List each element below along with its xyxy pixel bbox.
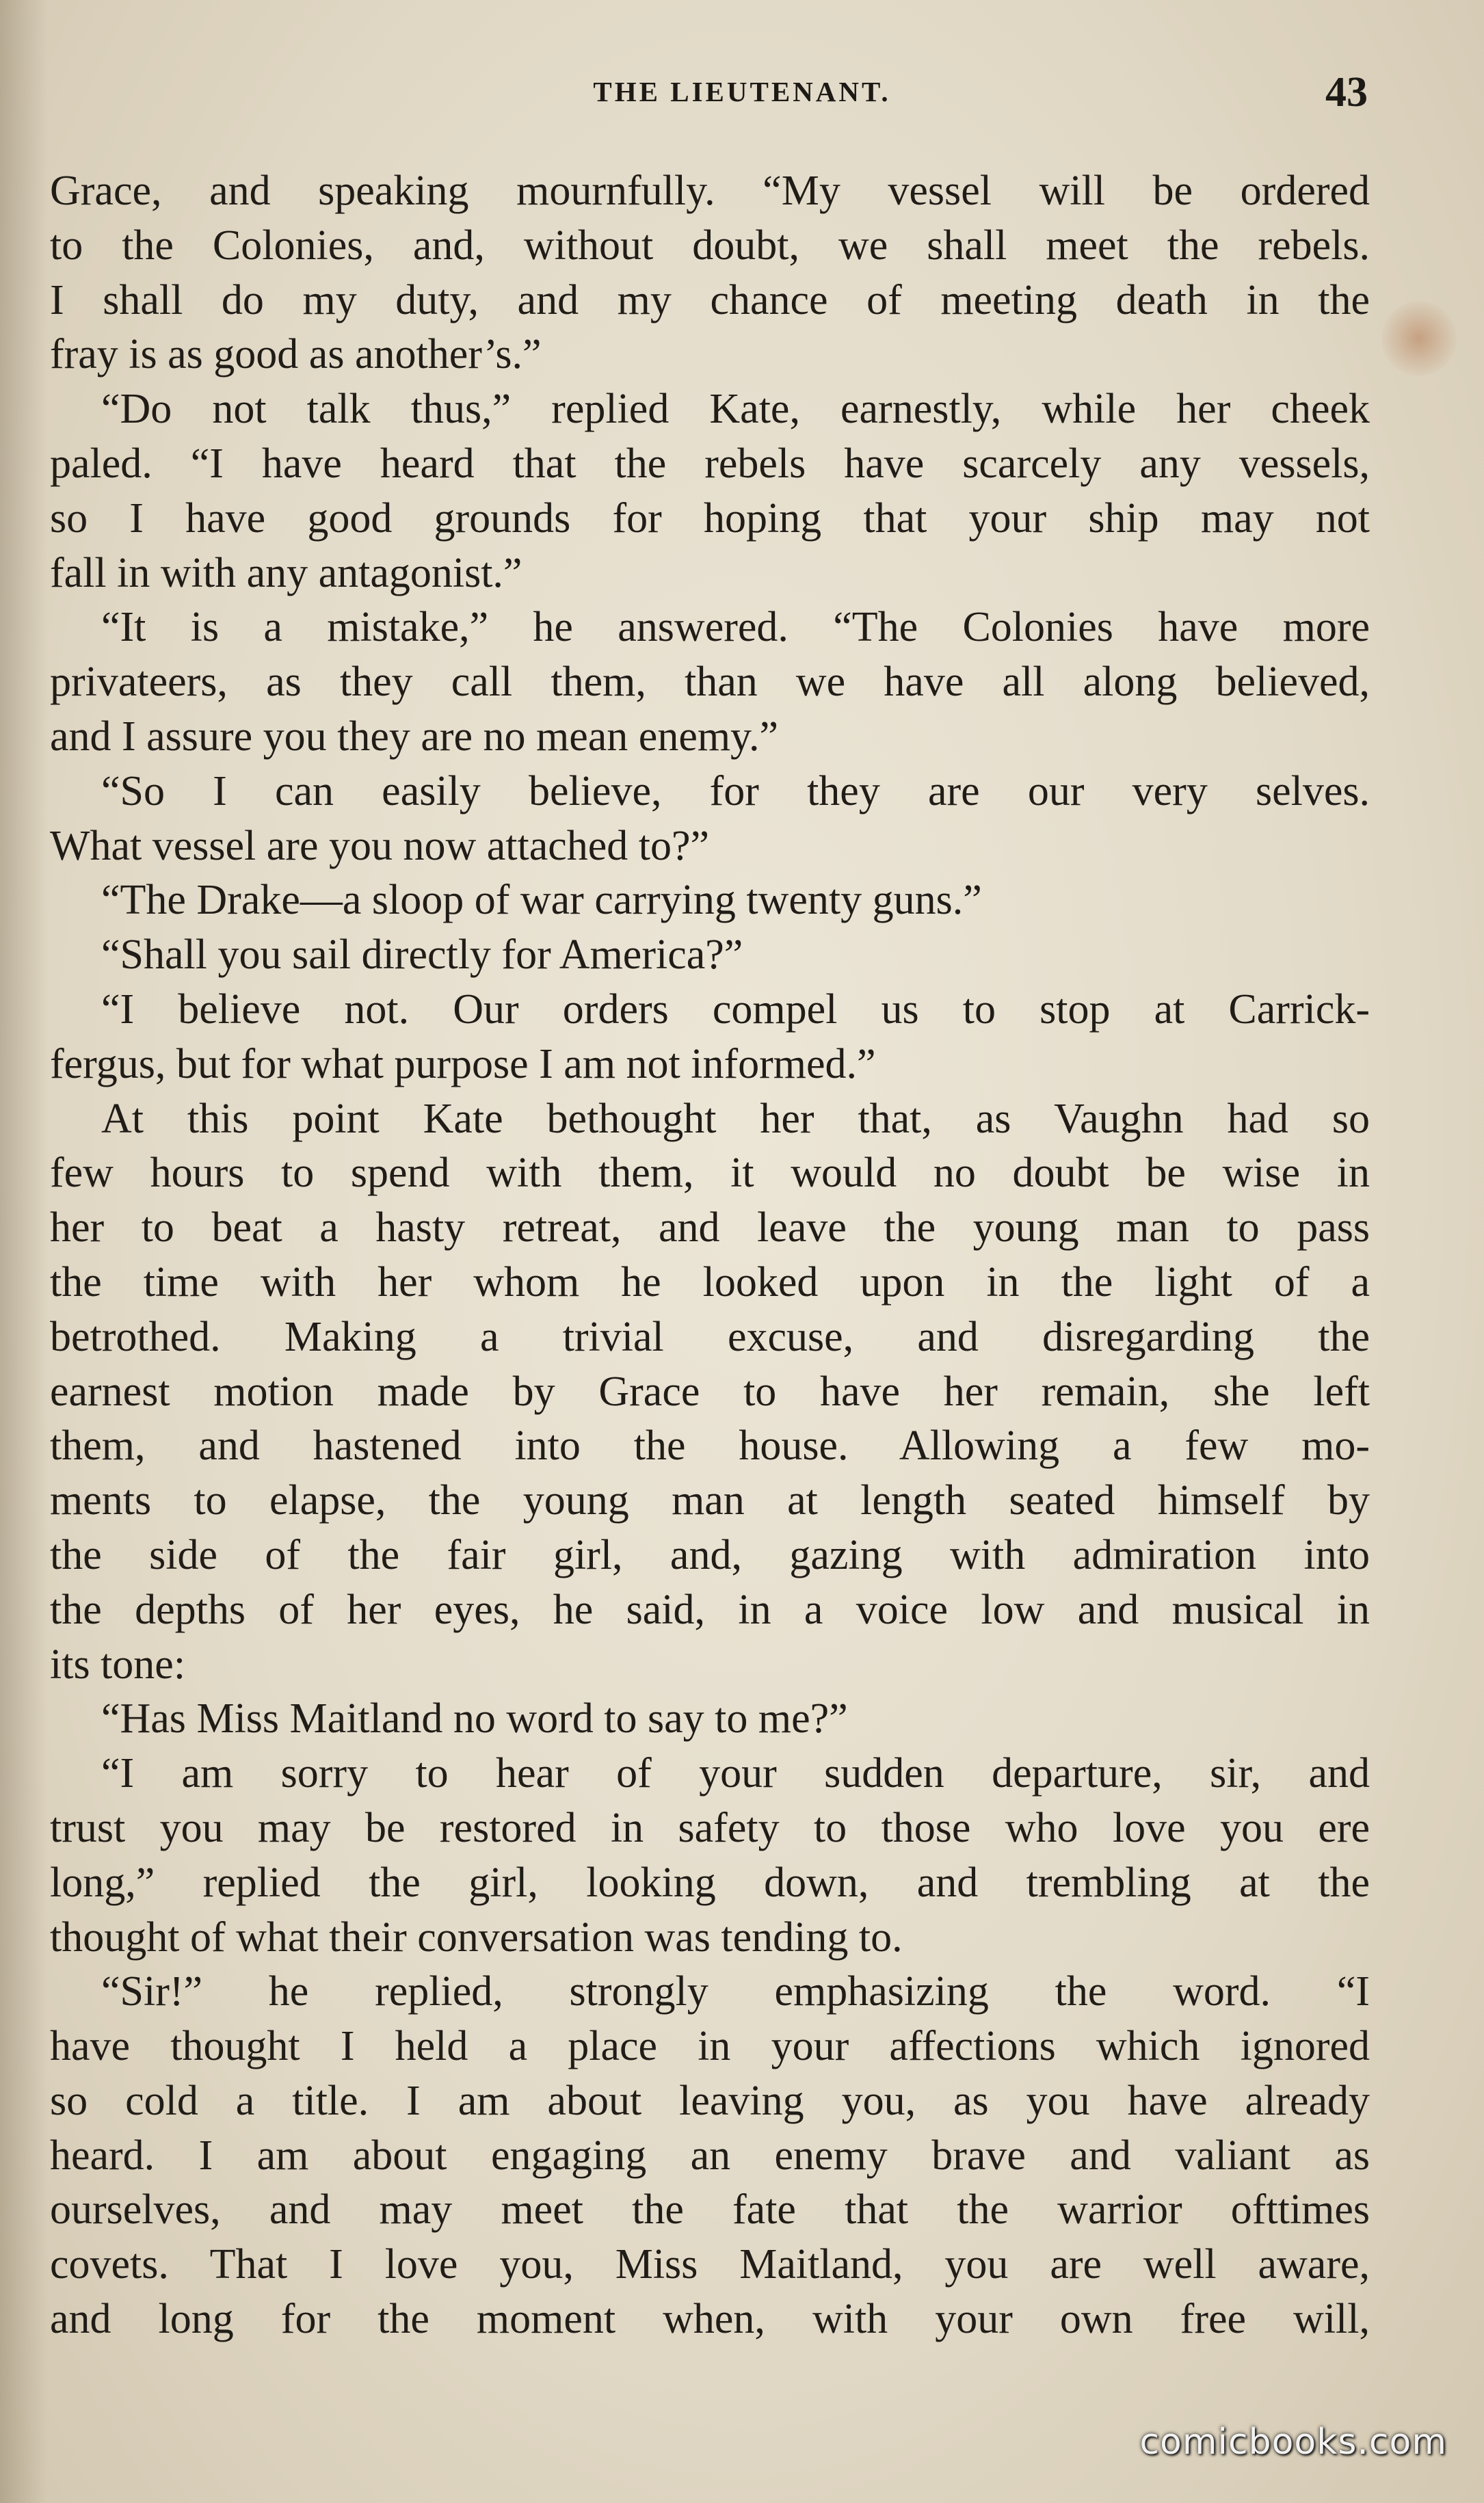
running-head: THE LIEUTENANT. bbox=[593, 76, 891, 107]
text-line: and long for the moment when, with your own free will, bbox=[50, 2296, 1370, 2343]
watermark: comicbooks.com bbox=[1139, 2422, 1447, 2463]
text-line: “So I can easily believe, for they are our very selves. bbox=[101, 767, 1370, 815]
page-header bbox=[0, 68, 1484, 130]
spine-shadow bbox=[0, 0, 48, 2503]
text-line: thought of what their conversation was tending to. bbox=[50, 1913, 903, 1961]
text-line: At this point Kate bethought her that, as Vaughn had so bbox=[101, 1095, 1370, 1142]
text-line: long,” replied the girl, looking down, and trembling at the bbox=[50, 1859, 1370, 1906]
text-line: betrothed. Making a trivial excuse, and disregarding the bbox=[50, 1313, 1370, 1360]
text-line: “The Drake—a sloop of war carrying twenty guns.” bbox=[101, 877, 982, 924]
text-line: privateers, as they call them, than we have all along believed, bbox=[50, 659, 1370, 706]
text-line: covets. That I love you, Miss Maitland, you are well aware, bbox=[50, 2241, 1370, 2288]
text-line: earnest motion made by Grace to have her remain, she left bbox=[50, 1368, 1370, 1415]
text-line: “Has Miss Maitland no word to say to me?” bbox=[101, 1695, 848, 1743]
text-line: to the Colonies, and, without doubt, we shall meet the rebels. bbox=[50, 222, 1370, 269]
text-line: “I believe not. Our orders compel us to stop at Carrick- bbox=[101, 985, 1370, 1033]
text-line: its tone: bbox=[50, 1641, 186, 1688]
text-line: Grace, and speaking mournfully. “My vessel will be ordered bbox=[50, 168, 1370, 214]
text-line: “Sir!” he replied, strongly emphasizing the word. “I bbox=[101, 1968, 1370, 2015]
text-line: I shall do my duty, and my chance of meeting death in the bbox=[50, 276, 1370, 323]
text-line: and I assure you they are no mean enemy.” bbox=[50, 713, 779, 760]
text-line: ments to elapse, the young man at length seated himself by bbox=[50, 1477, 1370, 1524]
body-text bbox=[50, 164, 1370, 2347]
text-line: the time with her whom he looked upon in the light of a bbox=[50, 1258, 1370, 1306]
text-line: few hours to spend with them, it would no doubt be wise in bbox=[50, 1150, 1370, 1197]
text-line: her to beat a hasty retreat, and leave the young man to pass bbox=[50, 1204, 1370, 1252]
text-line: What vessel are you now attached to?” bbox=[50, 822, 710, 869]
text-line: “Do not talk thus,” replied Kate, earnestly, while her cheek bbox=[101, 386, 1370, 433]
text-line: fall in with any antagonist.” bbox=[50, 549, 522, 596]
text-line: fergus, but for what purpose I am not informed.” bbox=[50, 1040, 876, 1087]
text-line: them, and hastened into the house. Allowing a few mo- bbox=[50, 1422, 1370, 1470]
text-line: the side of the fair girl, and, gazing with admiration into bbox=[50, 1531, 1370, 1578]
text-line: trust you may be restored in safety to those who love you ere bbox=[50, 1804, 1370, 1851]
text-line: heard. I am about engaging an enemy brave and valiant as bbox=[50, 2132, 1370, 2179]
text-line: “I am sorry to hear of your sudden departure, sir, and bbox=[101, 1750, 1370, 1797]
text-line: so I have good grounds for hoping that your ship may not bbox=[50, 494, 1370, 542]
page-number: 43 bbox=[1325, 69, 1368, 116]
page-stain bbox=[1381, 301, 1457, 376]
text-line: “Shall you sail directly for America?” bbox=[101, 931, 743, 979]
text-line: have thought I held a place in your affections which ignored bbox=[50, 2023, 1370, 2070]
text-line: so cold a title. I am about leaving you, as you have already bbox=[50, 2077, 1370, 2124]
text-line: the depths of her eyes, he said, in a voice low and musical in bbox=[50, 1586, 1370, 1633]
text-line: fray is as good as another’s.” bbox=[50, 331, 542, 378]
text-line: ourselves, and may meet the fate that the warrior ofttimes bbox=[50, 2186, 1370, 2234]
text-line: paled. “I have heard that the rebels have scarcely any vessels, bbox=[50, 440, 1370, 487]
text-line: “It is a mistake,” he answered. “The Colonies have more bbox=[101, 604, 1370, 651]
